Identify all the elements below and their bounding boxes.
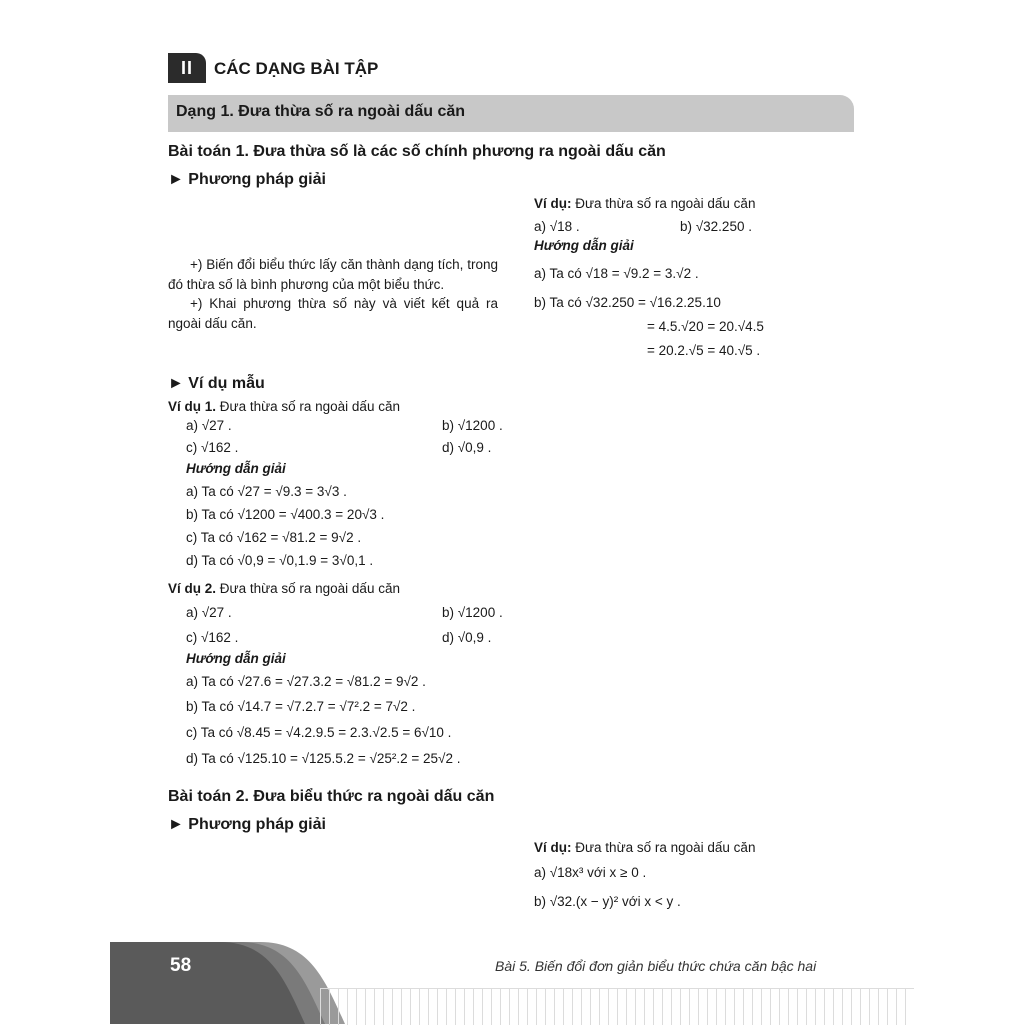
vd2-solution-b: b) Ta có √14.7 = √7.2.7 = √7².2 = 7√2 . — [186, 699, 416, 714]
page-number: 58 — [170, 955, 192, 976]
example-label: Ví dụ: — [534, 196, 572, 211]
example2-item-a: a) √18x³ với x ≥ 0 . — [534, 865, 647, 880]
example-heading — [534, 196, 755, 211]
section-badge: II — [168, 53, 206, 83]
method-paragraph-1: +) Biến đổi biểu thức lấy căn thành dạng tích, trong đó thừa số là bình phương của một biểu thức. — [168, 257, 498, 292]
section-title: CÁC DẠNG BÀI TẬP — [214, 59, 379, 78]
solution-b-line2: = 4.5.√20 = 20.√4.5 — [647, 319, 764, 334]
vd1-heading — [168, 399, 400, 414]
vd1-solution-c: c) Ta có √162 = √81.2 = 9√2 . — [186, 530, 362, 545]
footer-grid-pattern — [320, 988, 914, 1025]
vd1-item-d: d) √0,9 . — [442, 440, 492, 455]
example2-label: Ví dụ: — [534, 840, 572, 855]
vd1-guide: Hướng dẫn giải — [186, 461, 286, 476]
vd1-solution-b: b) Ta có √1200 = √400.3 = 20√3 . — [186, 507, 385, 522]
lesson-title: Bài 5. Biến đổi đơn giản biểu thức chứa căn bậc hai — [495, 958, 817, 974]
dang-title: Dạng 1. Đưa thừa số ra ngoài dấu căn — [176, 103, 466, 120]
vd2-guide: Hướng dẫn giải — [186, 651, 286, 666]
vd1-item-c: c) √162 . — [186, 440, 239, 455]
method-heading-1: ► Phương pháp giải — [168, 171, 326, 188]
vd1-item-b: b) √1200 . — [442, 418, 503, 433]
example-item-b: b) √32.250 . — [680, 219, 752, 234]
bai-toan-2-title: Bài toán 2. Đưa biểu thức ra ngoài dấu căn — [168, 788, 495, 805]
footer-wave-decoration — [110, 940, 350, 1024]
example-text: Đưa thừa số ra ngoài dấu căn — [575, 196, 756, 211]
vd2-solution-d: d) Ta có √125.10 = √125.5.2 = √25².2 = 25√2 . — [186, 751, 461, 766]
vd2-item-d: d) √0,9 . — [442, 630, 492, 645]
example2-text: Đưa thừa số ra ngoài dấu căn — [575, 840, 756, 855]
example2-heading — [534, 840, 755, 855]
vd2-solution-c: c) Ta có √8.45 = √4.2.9.5 = 2.3.√2.5 = 6√10 . — [186, 725, 452, 740]
solution-b-line1: b) Ta có √32.250 = √16.2.25.10 — [534, 295, 721, 310]
vd2-item-b: b) √1200 . — [442, 605, 503, 620]
vd1-solution-d: d) Ta có √0,9 = √0,1.9 = 3√0,1 . — [186, 553, 374, 568]
vd1-item-a: a) √27 . — [186, 418, 232, 433]
example-item-a: a) √18 . — [534, 219, 580, 234]
vd2-heading — [168, 581, 400, 596]
vd1-solution-a: a) Ta có √27 = √9.3 = 3√3 . — [186, 484, 347, 499]
vd1-text: Đưa thừa số ra ngoài dấu căn — [219, 399, 400, 414]
sample-heading: ► Ví dụ mẫu — [168, 375, 265, 392]
vd2-item-a: a) √27 . — [186, 605, 232, 620]
guide-heading: Hướng dẫn giải — [534, 238, 634, 253]
vd2-text: Đưa thừa số ra ngoài dấu căn — [219, 581, 400, 596]
vd2-solution-a: a) Ta có √27.6 = √27.3.2 = √81.2 = 9√2 . — [186, 674, 426, 689]
method-heading-2: ► Phương pháp giải — [168, 816, 326, 833]
vd2-item-c: c) √162 . — [186, 630, 239, 645]
bai-toan-1-title: Bài toán 1. Đưa thừa số là các số chính phương ra ngoài dấu căn — [168, 143, 666, 160]
solution-b-line3: = 20.2.√5 = 40.√5 . — [647, 343, 761, 358]
solution-a: a) Ta có √18 = √9.2 = 3.√2 . — [534, 266, 699, 281]
method-paragraph-2: +) Khai phương thừa số này và viết kết quả ra ngoài dấu căn. — [168, 296, 498, 331]
vd1-label: Ví dụ 1. — [168, 399, 217, 414]
example2-item-b: b) √32.(x − y)² với x < y . — [534, 894, 681, 909]
vd2-label: Ví dụ 2. — [168, 581, 217, 596]
